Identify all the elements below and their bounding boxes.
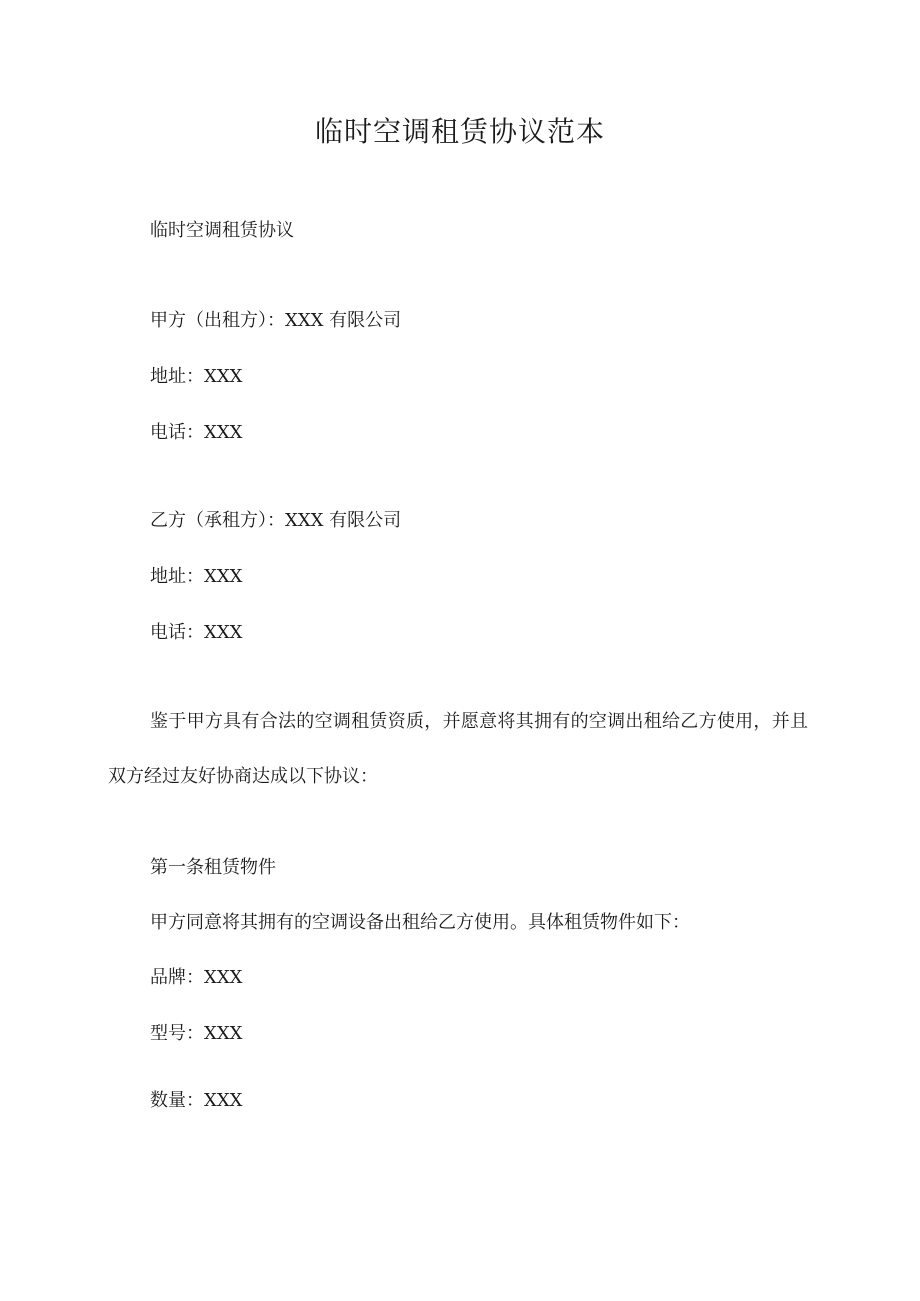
item-model: 型号：XXX	[150, 1023, 243, 1044]
agreement-subtitle: 临时空调租赁协议	[150, 220, 294, 241]
party-a-phone: 电话：XXX	[150, 422, 243, 443]
party-b-address: 地址：XXX	[150, 566, 243, 587]
party-b-phone: 电话：XXX	[150, 622, 243, 643]
document-title: 临时空调租赁协议范本	[314, 115, 605, 148]
item-brand: 品牌：XXX	[150, 967, 243, 988]
item-quantity: 数量：XXX	[150, 1090, 243, 1111]
article-1-heading: 第一条租赁物件	[150, 857, 276, 878]
party-a-name: 甲方（出租方）：XXX 有限公司	[150, 310, 402, 331]
party-b-name: 乙方（承租方）：XXX 有限公司	[150, 510, 402, 531]
party-a-address: 地址：XXX	[150, 366, 243, 387]
preamble-paragraph: 鉴于甲方具有合法的空调租赁资质，并愿意将其拥有的空调出租给乙方使用，并且双方经过友好协商达成以下协议：	[108, 711, 808, 787]
article-1-intro: 甲方同意将其拥有的空调设备出租给乙方使用。具体租赁物件如下：	[150, 912, 690, 933]
